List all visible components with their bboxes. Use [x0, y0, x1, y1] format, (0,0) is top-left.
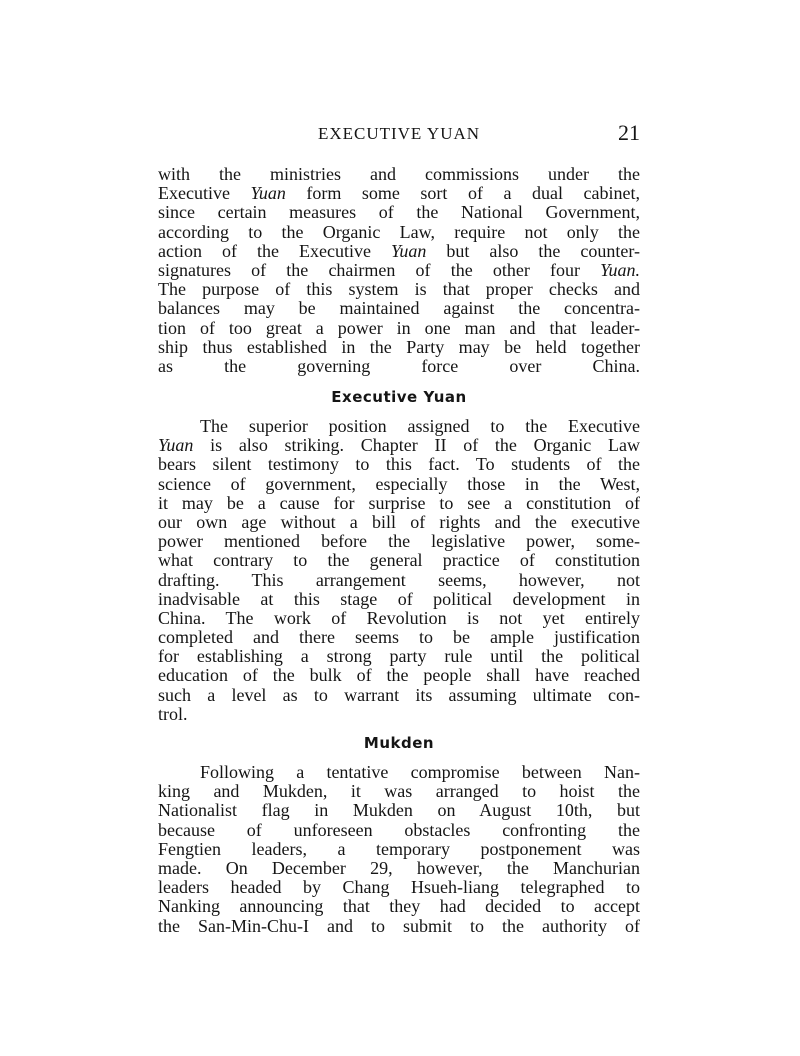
text-line: it may be a cause for surprise to see a constitution of [158, 493, 640, 513]
page-header [158, 120, 640, 150]
text-line: what contrary to the general practice of constitution [158, 551, 640, 571]
section-heading: Mukden [363, 734, 435, 752]
text-line: the San-Min-Chu-I and to submit to the authority of [158, 916, 640, 936]
text-line: Yuan is also striking. Chapter II of the Organic Law [158, 436, 640, 456]
text-line: according to the Organic Law, require not only the [158, 222, 640, 242]
section-mukden [158, 733, 640, 936]
text-line: Following a tentative compromise between Nan- [200, 763, 640, 782]
text-line: Executive Yuan form some sort of a dual cabinet, [158, 184, 640, 204]
section-heading: Executive Yuan [331, 388, 467, 406]
text-line: Nationalist flag in Mukden on August 10th, but [158, 801, 640, 821]
text-line: our own age without a bill of rights and the executive [158, 512, 640, 532]
text-line: Fengtien leaders, a temporary postponement was [158, 839, 640, 859]
text-line: king and Mukden, it was arranged to hoist the [158, 782, 640, 802]
text-line: power mentioned before the legislative power, some- [158, 532, 640, 552]
text-line: inadvisable at this stage of political development in [158, 589, 640, 609]
section-executive-yuan [158, 387, 640, 724]
continuation-paragraph [158, 165, 640, 376]
text-line: education of the bulk of the people shall have reached [158, 666, 640, 686]
text-line: because of unforeseen obstacles confronting the [158, 820, 640, 840]
text-line: Nanking announcing that they had decided to accept [158, 897, 640, 917]
text-line: completed and there seems to be ample justification [158, 628, 640, 648]
text-line: such a level as to warrant its assuming ultimate con- [158, 685, 640, 705]
text-line: since certain measures of the National Government, [158, 203, 640, 223]
text-line: action of the Executive Yuan but also the counter- [158, 241, 640, 261]
text-line: with the ministries and commissions under the [158, 165, 640, 184]
text-line: for establishing a strong party rule until the political [158, 647, 640, 667]
running-title: EXECUTIVE YUAN [317, 124, 481, 143]
text-line: China. The work of Revolution is not yet entirely [158, 608, 640, 628]
text-line: tion of too great a power in one man and that leader- [158, 318, 640, 338]
text-line: ship thus established in the Party may be held together [158, 337, 640, 357]
text-line: The superior position assigned to the Executive [200, 417, 640, 436]
text-line: leaders headed by Chang Hsueh-liang telegraphed to [158, 878, 640, 898]
page-number: 21 [618, 120, 640, 145]
text-line: science of government, especially those in the West, [158, 474, 640, 494]
text-line: trol. [158, 704, 188, 724]
text-line: balances may be maintained against the concentra- [158, 299, 640, 319]
text-line: made. On December 29, however, the Manchurian [158, 858, 640, 878]
text-line: The purpose of this system is that proper checks and [158, 280, 640, 300]
text-line: signatures of the chairmen of the other four Yuan. [158, 260, 640, 280]
text-line: as the governing force over China. [158, 356, 640, 376]
text-line: bears silent testimony to this fact. To students of the [158, 455, 640, 475]
text-line: drafting. This arrangement seems, however, not [158, 570, 640, 590]
